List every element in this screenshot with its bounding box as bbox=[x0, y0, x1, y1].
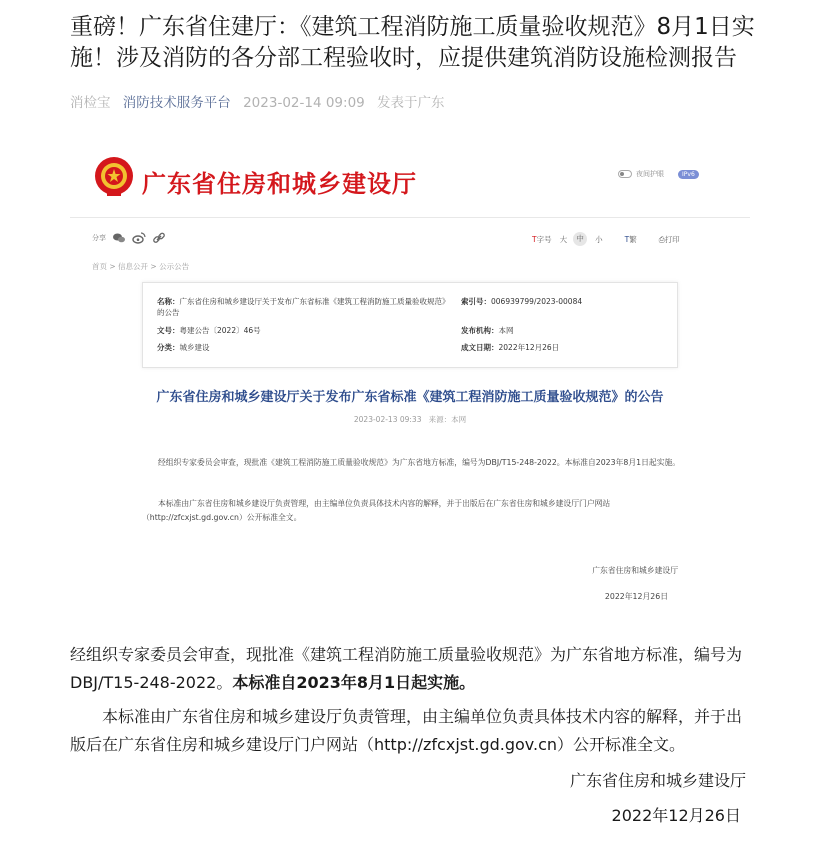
info-category-label: 分类： bbox=[157, 343, 180, 352]
article-title: 重磅！广东省住建厅：《建筑工程消防施工质量验收规范》8月1日实施！涉及消防的各分部工程验收时，应提供建筑消防设施检测报告 bbox=[70, 14, 755, 71]
body-paragraph-1-emphasis: 本标准自2023年8月1日起实施。 bbox=[232, 673, 476, 692]
info-issuer-value: 本网 bbox=[498, 326, 514, 335]
article-meta bbox=[70, 91, 453, 111]
announcement-paragraph-1: 经组织专家委员会审查，现批准《建筑工程消防施工质量验收规范》为广东省地方标准，编号为DBJ/T15-248-2022。本标准自2023年8月1日起实施。 bbox=[158, 458, 681, 467]
info-name-value-2: 的公告 bbox=[157, 308, 180, 317]
info-category-value: 城乡建设 bbox=[179, 343, 210, 352]
info-doc-value: 粤建公告〔2022〕46号 bbox=[179, 326, 261, 335]
reading-tools bbox=[532, 232, 680, 246]
font-size-large[interactable]: 大 bbox=[559, 234, 568, 244]
top-utilities bbox=[618, 169, 699, 179]
document-info-box bbox=[142, 282, 678, 368]
announcement-source: 来源：本网 bbox=[428, 415, 467, 424]
info-issuer-row bbox=[461, 325, 514, 336]
announcement-datetime: 2023-02-13 09:33 bbox=[353, 415, 422, 424]
info-name-value-1: 广东省住房和城乡建设厅关于发布广东省标准《建筑工程消防施工质量验收规范》 bbox=[179, 297, 450, 306]
info-date-value: 2022年12月26日 bbox=[498, 343, 560, 352]
print-label: 打印 bbox=[664, 234, 680, 244]
body-paragraph-1-text: 经组织专家委员会审查，现批准《建筑工程消防施工质量验收规范》为广东省地方标准，编号为DBJ/T15-248-2022。 bbox=[70, 645, 743, 692]
font-size-label: 字号 bbox=[536, 234, 552, 244]
info-doc-row bbox=[157, 325, 261, 336]
body-sign-date: 2022年12月26日 bbox=[611, 806, 741, 825]
info-name-label: 名称： bbox=[157, 297, 180, 306]
announcement-signature: 广东省住房和城乡建设厅 bbox=[592, 566, 678, 575]
link-icon[interactable] bbox=[152, 231, 166, 245]
body-signature: 广东省住房和城乡建设厅 bbox=[569, 771, 746, 790]
source-label: 消检宝 bbox=[70, 95, 111, 111]
announcement-title: 广东省住房和城乡建设厅关于发布广东省标准《建筑工程消防施工质量验收规范》的公告 bbox=[156, 390, 664, 405]
share-label: 分享 bbox=[92, 234, 106, 242]
breadcrumb[interactable]: 首页 > 信息公开 > 公示公告 bbox=[92, 262, 190, 271]
site-name: 广东省住房和城乡建设厅 bbox=[142, 170, 417, 198]
announcement-datetime-row bbox=[70, 414, 750, 425]
wechat-icon[interactable] bbox=[112, 231, 126, 245]
info-category-row bbox=[157, 342, 210, 353]
night-mode-label[interactable]: 夜间护眼 bbox=[636, 170, 664, 178]
print-icon: ⎙ bbox=[658, 234, 665, 244]
ipv6-badge: IPv6 bbox=[678, 170, 699, 179]
night-mode-toggle-icon[interactable] bbox=[618, 170, 632, 178]
traditional-chinese-button[interactable] bbox=[625, 234, 637, 245]
font-size-medium[interactable]: 中 bbox=[573, 232, 587, 246]
body-paragraph-2: 本标准由广东省住房和城乡建设厅负责管理，由主编单位负责具体技术内容的解释，并于出版后在广东省住房和城乡建设厅门户网站（http://zfcxjst.gd.gov.cn）公开标准全文。 bbox=[70, 707, 743, 754]
info-date-row bbox=[461, 342, 559, 353]
print-button[interactable] bbox=[659, 234, 680, 245]
national-emblem-icon bbox=[92, 155, 136, 199]
share-row bbox=[92, 231, 166, 245]
info-date-label: 成文日期： bbox=[461, 343, 499, 352]
font-size-icon: T bbox=[532, 234, 537, 244]
announcement-paragraph-2: 本标准由广东省住房和城乡建设厅负责管理，由主编单位负责具体技术内容的解释，并于出版后在广东省住房和城乡建设厅门户网站（http://zfcxjst.gd.gov.cn）公开标准全文。 bbox=[142, 499, 611, 522]
body-paragraph-1 bbox=[70, 641, 750, 697]
publish-datetime: 2023-02-14 09:09 bbox=[243, 95, 365, 111]
account-link[interactable]: 消防技术服务平台 bbox=[122, 95, 231, 111]
info-index-row bbox=[461, 296, 582, 307]
announcement-sign-date: 2022年12月26日 bbox=[604, 592, 668, 601]
embedded-screenshot bbox=[70, 140, 750, 618]
traditional-label: 繁 bbox=[629, 234, 637, 244]
publish-location: 发表于广东 bbox=[377, 95, 445, 111]
info-issuer-label: 发布机构： bbox=[461, 326, 499, 335]
weibo-icon[interactable] bbox=[132, 231, 146, 245]
info-name-row bbox=[157, 296, 450, 307]
info-index-value: 006939799/2023-00084 bbox=[491, 297, 583, 306]
header-divider bbox=[70, 217, 750, 218]
info-index-label: 索引号： bbox=[461, 297, 491, 306]
font-size-small[interactable]: 小 bbox=[595, 234, 603, 244]
traditional-icon: T bbox=[624, 234, 630, 244]
info-doc-label: 文号： bbox=[157, 326, 180, 335]
